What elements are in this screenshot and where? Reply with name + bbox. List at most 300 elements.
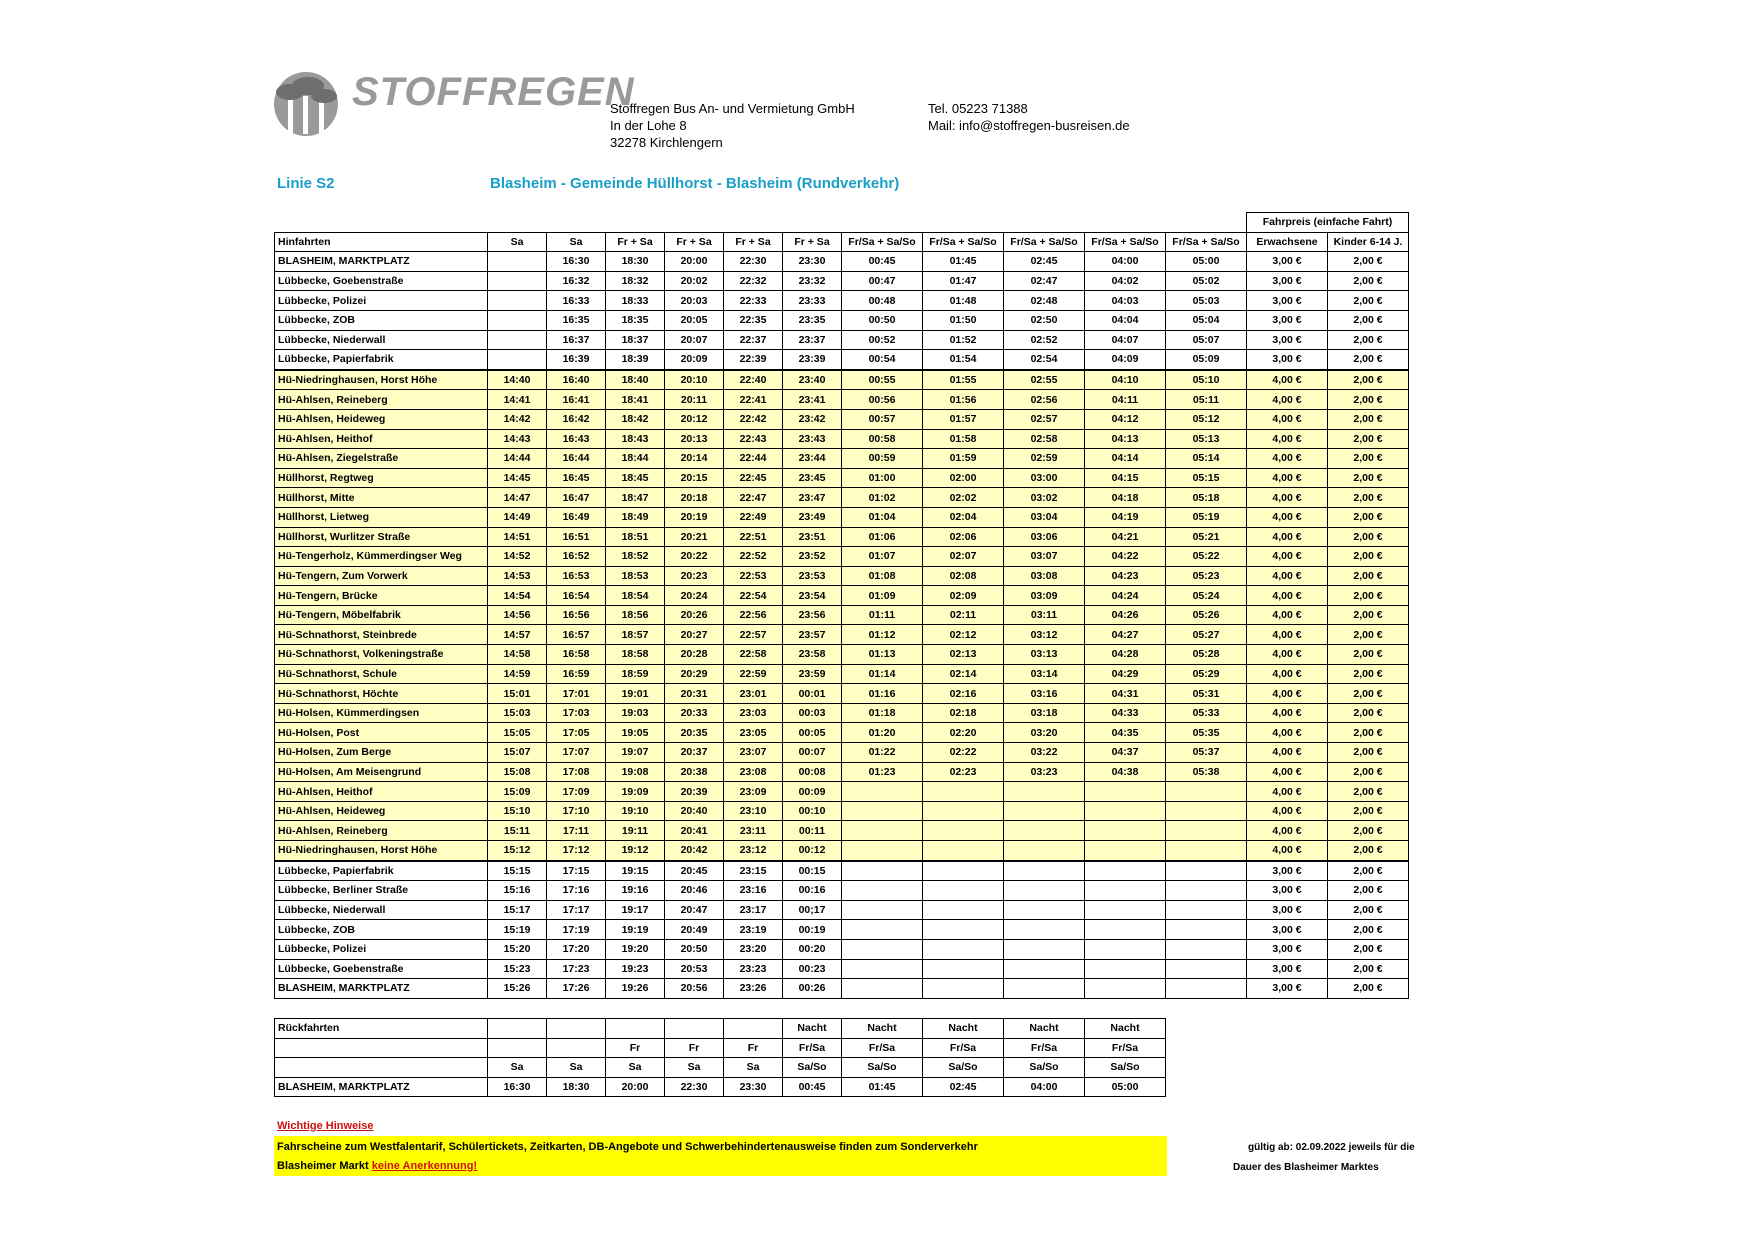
- table-cell: 01:54: [923, 350, 1004, 370]
- table-cell: 23:54: [783, 586, 842, 606]
- table-cell: 4,00 €: [1247, 782, 1328, 802]
- table-cell: 18:49: [606, 507, 665, 527]
- table-cell: 20:49: [665, 920, 724, 940]
- table-cell: 19:17: [606, 900, 665, 920]
- table-cell: 23:03: [724, 703, 783, 723]
- table-cell: [842, 920, 923, 940]
- table-cell: 04:31: [1085, 684, 1166, 704]
- table-cell: Sa/So: [842, 1058, 923, 1078]
- table-cell: 4,00 €: [1247, 547, 1328, 567]
- table-cell: 19:15: [606, 861, 665, 881]
- table-cell: Fr: [606, 1038, 665, 1058]
- table-cell: 16:58: [547, 645, 606, 665]
- table-cell: 23:30: [783, 252, 842, 272]
- table-cell: 22:52: [724, 547, 783, 567]
- table-cell: 22:32: [724, 271, 783, 291]
- table-cell: [1166, 939, 1247, 959]
- table-cell: 02:16: [923, 684, 1004, 704]
- table-cell: 2,00 €: [1328, 801, 1409, 821]
- stop-name: Hü-Holsen, Post: [275, 723, 488, 743]
- table-cell: 2,00 €: [1328, 939, 1409, 959]
- table-row: [275, 723, 1409, 743]
- table-cell: [724, 1019, 783, 1039]
- table-cell: 2,00 €: [1328, 605, 1409, 625]
- table-cell: 23:01: [724, 684, 783, 704]
- table-cell: 00:57: [842, 409, 923, 429]
- table-cell: 04:23: [1085, 566, 1166, 586]
- table-cell: 20:12: [665, 409, 724, 429]
- table-cell: 04:29: [1085, 664, 1166, 684]
- stop-name: Hü-Tengern, Möbelfabrik: [275, 605, 488, 625]
- table-cell: 23:15: [724, 861, 783, 881]
- table-cell: 00:12: [783, 841, 842, 861]
- table-cell: 01:06: [842, 527, 923, 547]
- table-cell: 14:58: [488, 645, 547, 665]
- table-cell: 16:56: [547, 605, 606, 625]
- table-cell: 18:58: [606, 645, 665, 665]
- table-cell: 05:13: [1166, 429, 1247, 449]
- table-cell: 14:41: [488, 390, 547, 410]
- table-row: [275, 782, 1409, 802]
- table-cell: 2,00 €: [1328, 390, 1409, 410]
- table-cell: 23:20: [724, 939, 783, 959]
- table-cell: 22:47: [724, 488, 783, 508]
- table-cell: 04:27: [1085, 625, 1166, 645]
- stop-name: Lübbecke, Berliner Straße: [275, 881, 488, 901]
- table-row: [275, 762, 1409, 782]
- table-row: [275, 586, 1409, 606]
- stop-name: Hü-Schnathorst, Schule: [275, 664, 488, 684]
- logo-text: STOFFREGEN: [352, 70, 635, 114]
- table-cell: 15:08: [488, 762, 547, 782]
- table-cell: 02:52: [1004, 330, 1085, 350]
- table-cell: 05:19: [1166, 507, 1247, 527]
- table-cell: 17:12: [547, 841, 606, 861]
- address-line: Stoffregen Bus An- und Vermietung GmbH: [610, 101, 855, 116]
- table-cell: 20:26: [665, 605, 724, 625]
- stop-name: Lübbecke, Papierfabrik: [275, 861, 488, 881]
- table-cell: Sa: [606, 1058, 665, 1078]
- table-cell: 14:47: [488, 488, 547, 508]
- table-cell: [1085, 900, 1166, 920]
- table-cell: Fr/Sa: [783, 1038, 842, 1058]
- table-cell: 02:11: [923, 605, 1004, 625]
- table-cell: 03:18: [1004, 703, 1085, 723]
- table-row: [275, 625, 1409, 645]
- table-cell: 00:20: [783, 939, 842, 959]
- table-cell: 20:53: [665, 959, 724, 979]
- table-cell: 01:47: [923, 271, 1004, 291]
- table-row: [275, 449, 1409, 469]
- table-cell: 17:26: [547, 979, 606, 999]
- table-cell: 4,00 €: [1247, 429, 1328, 449]
- table-cell: 3,00 €: [1247, 271, 1328, 291]
- table-cell: 03:09: [1004, 586, 1085, 606]
- table-cell: 20:45: [665, 861, 724, 881]
- table-cell: 01:08: [842, 566, 923, 586]
- table-row: [275, 664, 1409, 684]
- table-cell: 2,00 €: [1328, 429, 1409, 449]
- phone-number: Tel. 05223 71388: [928, 101, 1028, 116]
- column-header: Fr + Sa: [665, 232, 724, 252]
- stop-name: Hü-Tengerholz, Kümmerdingser Weg: [275, 547, 488, 567]
- table-cell: 20:37: [665, 743, 724, 763]
- table-cell: [488, 310, 547, 330]
- table-cell: 23:33: [783, 291, 842, 311]
- table-cell: Sa: [488, 1058, 547, 1078]
- stop-name: Lübbecke, Polizei: [275, 291, 488, 311]
- table-cell: 4,00 €: [1247, 664, 1328, 684]
- table-cell: Fr: [665, 1038, 724, 1058]
- table-cell: 23:12: [724, 841, 783, 861]
- table-cell: 05:24: [1166, 586, 1247, 606]
- table-cell: 00;17: [783, 900, 842, 920]
- table-cell: 05:28: [1166, 645, 1247, 665]
- table-cell: 2,00 €: [1328, 527, 1409, 547]
- table-cell: 23:58: [783, 645, 842, 665]
- table-row: [275, 743, 1409, 763]
- table-cell: Sa/So: [1004, 1058, 1085, 1078]
- table-cell: 23:59: [783, 664, 842, 684]
- table-cell: 01:23: [842, 762, 923, 782]
- table-cell: 23:57: [783, 625, 842, 645]
- table-cell: 19:07: [606, 743, 665, 763]
- table-cell: Nacht: [783, 1019, 842, 1039]
- table-cell: [488, 330, 547, 350]
- table-cell: 19:03: [606, 703, 665, 723]
- table-cell: 03:16: [1004, 684, 1085, 704]
- table-cell: 18:54: [606, 586, 665, 606]
- table-cell: 05:03: [1166, 291, 1247, 311]
- table-cell: [842, 801, 923, 821]
- table-cell: 03:23: [1004, 762, 1085, 782]
- table-cell: [1085, 979, 1166, 999]
- table-cell: 02:18: [923, 703, 1004, 723]
- table-cell: 00:23: [783, 959, 842, 979]
- table-cell: [1085, 861, 1166, 881]
- table-cell: 20:27: [665, 625, 724, 645]
- table-cell: 20:29: [665, 664, 724, 684]
- table-cell: 04:19: [1085, 507, 1166, 527]
- table-cell: 22:41: [724, 390, 783, 410]
- table-cell: 23:37: [783, 330, 842, 350]
- table-cell: 02:47: [1004, 271, 1085, 291]
- table-cell: 00:59: [842, 449, 923, 469]
- table-cell: 19:26: [606, 979, 665, 999]
- table-cell: 20:50: [665, 939, 724, 959]
- table-cell: 18:30: [547, 1077, 606, 1097]
- table-row: [275, 252, 1409, 272]
- table-cell: 00:26: [783, 979, 842, 999]
- table-cell: 2,00 €: [1328, 291, 1409, 311]
- table-cell: [1085, 782, 1166, 802]
- table-cell: 16:32: [547, 271, 606, 291]
- table-cell: 2,00 €: [1328, 252, 1409, 272]
- table-cell: 18:52: [606, 547, 665, 567]
- table-cell: 00:15: [783, 861, 842, 881]
- table-cell: [1085, 920, 1166, 940]
- table-cell: 2,00 €: [1328, 330, 1409, 350]
- table-cell: 3,00 €: [1247, 330, 1328, 350]
- table-cell: 00:45: [842, 252, 923, 272]
- table-cell: 4,00 €: [1247, 390, 1328, 410]
- table-cell: 23:41: [783, 390, 842, 410]
- table-cell: 3,00 €: [1247, 310, 1328, 330]
- table-cell: 18:44: [606, 449, 665, 469]
- table-cell: 03:08: [1004, 566, 1085, 586]
- table-cell: 2,00 €: [1328, 507, 1409, 527]
- table-cell: 01:12: [842, 625, 923, 645]
- table-row: [275, 801, 1409, 821]
- table-cell: [923, 959, 1004, 979]
- stop-name: Hü-Ahlsen, Reineberg: [275, 390, 488, 410]
- table-cell: 17:20: [547, 939, 606, 959]
- table-cell: 04:14: [1085, 449, 1166, 469]
- table-row: [275, 468, 1409, 488]
- table-cell: 16:49: [547, 507, 606, 527]
- table-cell: 23:51: [783, 527, 842, 547]
- table-cell: 2,00 €: [1328, 625, 1409, 645]
- table-row: [275, 1058, 1166, 1078]
- table-cell: 22:59: [724, 664, 783, 684]
- stop-name: Hü-Schnathorst, Steinbrede: [275, 625, 488, 645]
- table-cell: 22:51: [724, 527, 783, 547]
- table-cell: 20:39: [665, 782, 724, 802]
- table-cell: 05:12: [1166, 409, 1247, 429]
- table-row: [275, 939, 1409, 959]
- table-cell: 2,00 €: [1328, 762, 1409, 782]
- table-row: [275, 271, 1409, 291]
- table-cell: 02:07: [923, 547, 1004, 567]
- table-cell: 23:11: [724, 821, 783, 841]
- table-cell: 01:02: [842, 488, 923, 508]
- notes-line-2-text: Blasheimer Markt: [277, 1160, 372, 1172]
- table-cell: [488, 252, 547, 272]
- table-cell: 03:04: [1004, 507, 1085, 527]
- table-cell: 05:26: [1166, 605, 1247, 625]
- table-cell: 01:14: [842, 664, 923, 684]
- column-header: Fr + Sa: [606, 232, 665, 252]
- address-line: In der Lohe 8: [610, 118, 687, 133]
- table-cell: 20:15: [665, 468, 724, 488]
- table-cell: 01:55: [923, 370, 1004, 390]
- table-cell: 4,00 €: [1247, 507, 1328, 527]
- table-cell: 2,00 €: [1328, 959, 1409, 979]
- table-cell: 01:58: [923, 429, 1004, 449]
- outbound-timetable: [274, 212, 1409, 999]
- table-cell: 16:39: [547, 350, 606, 370]
- table-cell: 15:26: [488, 979, 547, 999]
- table-cell: 23:35: [783, 310, 842, 330]
- table-cell: 2,00 €: [1328, 566, 1409, 586]
- table-row: [275, 566, 1409, 586]
- stop-name: Hü-Tengern, Zum Vorwerk: [275, 566, 488, 586]
- table-cell: [1085, 881, 1166, 901]
- table-cell: [923, 939, 1004, 959]
- table-cell: 2,00 €: [1328, 547, 1409, 567]
- table-cell: 2,00 €: [1328, 488, 1409, 508]
- table-cell: 20:22: [665, 547, 724, 567]
- table-cell: 05:18: [1166, 488, 1247, 508]
- table-cell: 05:29: [1166, 664, 1247, 684]
- table-row: [275, 645, 1409, 665]
- table-cell: [1085, 939, 1166, 959]
- table-cell: 15:09: [488, 782, 547, 802]
- table-cell: 23:05: [724, 723, 783, 743]
- stop-name: Hü-Holsen, Kümmerdingsen: [275, 703, 488, 723]
- table-cell: 4,00 €: [1247, 370, 1328, 390]
- table-cell: 02:09: [923, 586, 1004, 606]
- column-header: Kinder 6-14 J.: [1328, 232, 1409, 252]
- table-cell: 2,00 €: [1328, 684, 1409, 704]
- email-address: Mail: info@stoffregen-busreisen.de: [928, 118, 1130, 133]
- table-cell: 14:44: [488, 449, 547, 469]
- table-cell: 04:11: [1085, 390, 1166, 410]
- table-cell: 20:31: [665, 684, 724, 704]
- table-cell: [665, 1019, 724, 1039]
- table-cell: [1085, 821, 1166, 841]
- table-cell: 01:59: [923, 449, 1004, 469]
- table-cell: 16:37: [547, 330, 606, 350]
- table-cell: [1085, 801, 1166, 821]
- table-cell: 23:17: [724, 900, 783, 920]
- table-cell: 15:15: [488, 861, 547, 881]
- table-cell: 14:42: [488, 409, 547, 429]
- table-cell: 00:52: [842, 330, 923, 350]
- stop-name: Hü-Schnathorst, Höchte: [275, 684, 488, 704]
- table-cell: 16:57: [547, 625, 606, 645]
- table-cell: Fr/Sa: [1004, 1038, 1085, 1058]
- table-cell: 23:45: [783, 468, 842, 488]
- table-cell: 05:38: [1166, 762, 1247, 782]
- table-cell: 14:51: [488, 527, 547, 547]
- table-cell: 20:10: [665, 370, 724, 390]
- table-cell: [842, 881, 923, 901]
- column-header: Hinfahrten: [275, 232, 488, 252]
- table-cell: 04:09: [1085, 350, 1166, 370]
- column-header: Fr/Sa + Sa/So: [1085, 232, 1166, 252]
- table-cell: 05:33: [1166, 703, 1247, 723]
- table-cell: Sa/So: [923, 1058, 1004, 1078]
- table-cell: 20:09: [665, 350, 724, 370]
- table-cell: 19:23: [606, 959, 665, 979]
- table-cell: [1085, 959, 1166, 979]
- table-cell: 17:11: [547, 821, 606, 841]
- table-cell: 4,00 €: [1247, 488, 1328, 508]
- table-cell: 01:20: [842, 723, 923, 743]
- stop-name: Hü-Tengern, Brücke: [275, 586, 488, 606]
- table-cell: 23:16: [724, 881, 783, 901]
- stop-name: Hü-Ahlsen, Heithof: [275, 782, 488, 802]
- fare-header: Fahrpreis (einfache Fahrt): [1247, 213, 1409, 233]
- table-cell: 4,00 €: [1247, 645, 1328, 665]
- table-cell: 00:56: [842, 390, 923, 410]
- table-cell: [842, 900, 923, 920]
- table-cell: [1004, 939, 1085, 959]
- table-cell: 02:02: [923, 488, 1004, 508]
- table-cell: 23:40: [783, 370, 842, 390]
- table-cell: 16:30: [488, 1077, 547, 1097]
- spacer-cell: [275, 213, 1247, 233]
- table-cell: 00:55: [842, 370, 923, 390]
- table-cell: 18:39: [606, 350, 665, 370]
- table-cell: Fr/Sa: [1085, 1038, 1166, 1058]
- table-cell: 17:09: [547, 782, 606, 802]
- table-cell: 00:11: [783, 821, 842, 841]
- stop-name: Hü-Niedringhausen, Horst Höhe: [275, 841, 488, 861]
- table-cell: 20:13: [665, 429, 724, 449]
- table-cell: 04:33: [1085, 703, 1166, 723]
- table-cell: 15:23: [488, 959, 547, 979]
- table-cell: 02:08: [923, 566, 1004, 586]
- table-cell: 17:19: [547, 920, 606, 940]
- table-cell: 02:20: [923, 723, 1004, 743]
- table-cell: 02:04: [923, 507, 1004, 527]
- table-cell: 01:04: [842, 507, 923, 527]
- table-cell: [488, 271, 547, 291]
- table-cell: 4,00 €: [1247, 841, 1328, 861]
- validity-note-1: gültig ab: 02.09.2022 jeweils für die: [1248, 1142, 1415, 1153]
- table-cell: 05:00: [1166, 252, 1247, 272]
- table-cell: 16:52: [547, 547, 606, 567]
- table-cell: 04:00: [1085, 252, 1166, 272]
- table-cell: 2,00 €: [1328, 586, 1409, 606]
- address-line: 32278 Kirchlengern: [610, 135, 723, 150]
- stop-name: Hü-Holsen, Zum Berge: [275, 743, 488, 763]
- table-cell: 18:47: [606, 488, 665, 508]
- table-row: [275, 881, 1409, 901]
- table-cell: 16:47: [547, 488, 606, 508]
- table-cell: 22:42: [724, 409, 783, 429]
- table-cell: 18:45: [606, 468, 665, 488]
- company-address: [610, 100, 855, 151]
- table-cell: 2,00 €: [1328, 271, 1409, 291]
- table-cell: 23:30: [724, 1077, 783, 1097]
- table-cell: 01:07: [842, 547, 923, 567]
- table-cell: 19:20: [606, 939, 665, 959]
- table-cell: 03:11: [1004, 605, 1085, 625]
- table-cell: 20:03: [665, 291, 724, 311]
- table-row: [275, 310, 1409, 330]
- table-cell: 2,00 €: [1328, 920, 1409, 940]
- stop-name: Hü-Ahlsen, Reineberg: [275, 821, 488, 841]
- table-cell: 14:43: [488, 429, 547, 449]
- table-cell: 15:12: [488, 841, 547, 861]
- table-cell: [1166, 821, 1247, 841]
- table-cell: 23:47: [783, 488, 842, 508]
- table-cell: 2,00 €: [1328, 350, 1409, 370]
- table-cell: [488, 1038, 547, 1058]
- table-cell: 2,00 €: [1328, 979, 1409, 999]
- table-cell: 04:00: [1004, 1077, 1085, 1097]
- table-row: [275, 429, 1409, 449]
- table-cell: 2,00 €: [1328, 370, 1409, 390]
- table-cell: [1004, 979, 1085, 999]
- table-cell: 20:11: [665, 390, 724, 410]
- table-cell: 05:37: [1166, 743, 1247, 763]
- table-cell: 02:58: [1004, 429, 1085, 449]
- table-cell: 22:30: [665, 1077, 724, 1097]
- table-cell: 20:46: [665, 881, 724, 901]
- table-cell: 05:21: [1166, 527, 1247, 547]
- table-cell: 4,00 €: [1247, 762, 1328, 782]
- stop-name: Hü-Ahlsen, Heithof: [275, 429, 488, 449]
- column-header: Fr + Sa: [783, 232, 842, 252]
- table-cell: 14:52: [488, 547, 547, 567]
- table-cell: 19:09: [606, 782, 665, 802]
- table-cell: 16:53: [547, 566, 606, 586]
- column-header: Fr/Sa + Sa/So: [842, 232, 923, 252]
